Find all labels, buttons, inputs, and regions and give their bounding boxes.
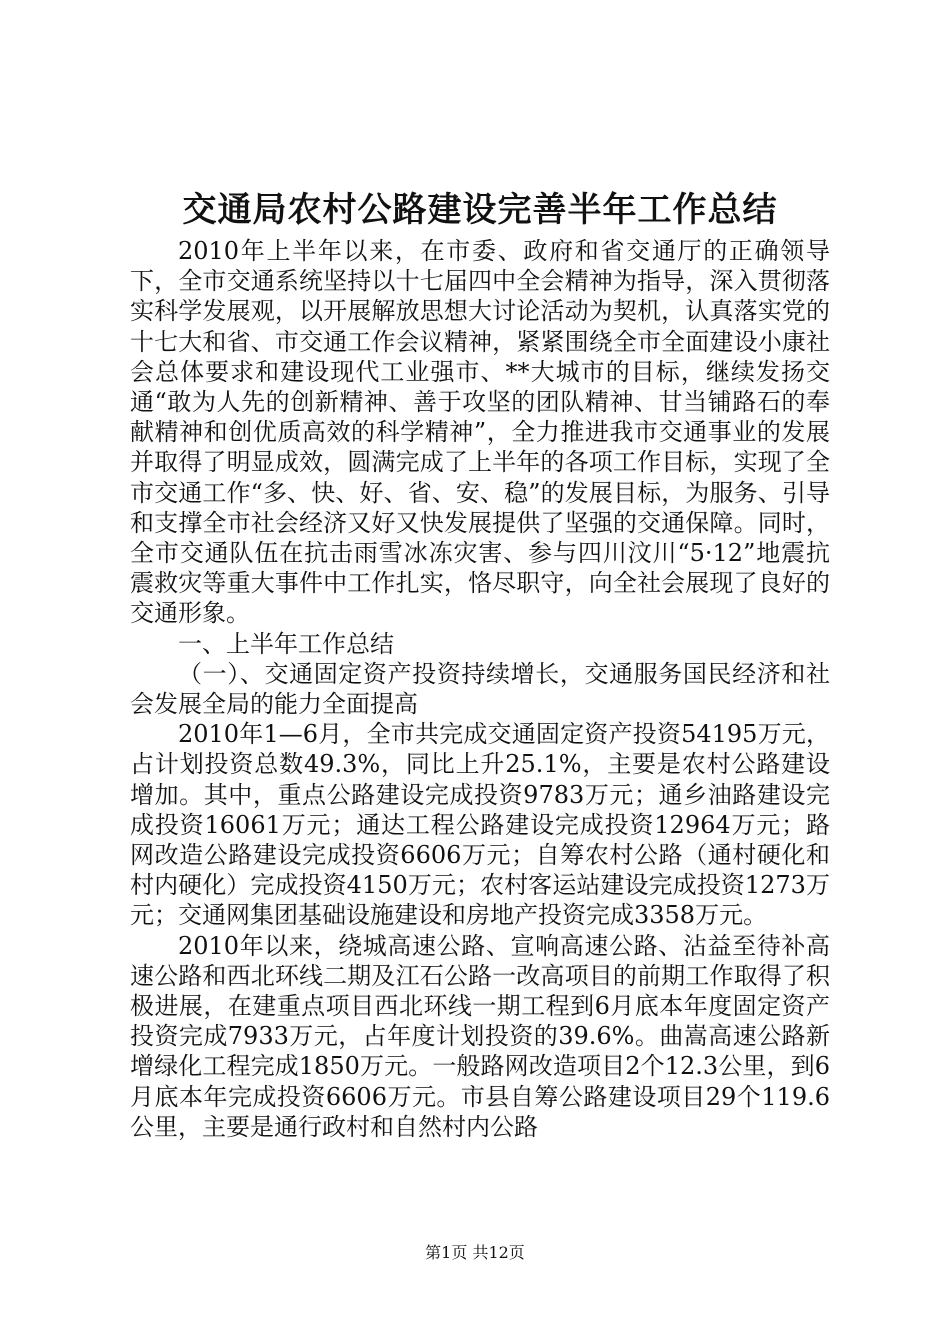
paragraph-projects: 2010年以来，绕城高速公路、宣响高速公路、沾益至待补高速公路和西北环线二期及江石公路一改高项目的前期工作取得了积极进展，在建重点项目西北环线一期工程到6月底本年度固定资产投资完成7933万元，占年度计划投资的39.6%。曲嵩高速公路新增绿化工程完成1850万元。一般路网改造项目2个12.3公里，到6月底本年完成投资6606万元。市县自筹公路建设项目29个119.6公里，主要是通行政村和自然村内公路 <box>130 931 830 1141</box>
document-page <box>130 0 830 1344</box>
page-footer: 第1页 共12页 <box>425 1243 525 1262</box>
subsection-heading: （一）、交通固定资产投资持续增长，交通服务国民经济和社会发展全局的能力全面提高 <box>130 659 830 719</box>
paragraph-investment: 2010年1—6月，全市共完成交通固定资产投资54195万元，占计划投资总数49.3%，同比上升25.1%，主要是农村公路建设增加。其中，重点公路建设完成投资9783万元；通乡油路建设完成投资16061万元；通达工程公路建设完成投资12964万元；路网改造公路建设完成投资6606万元；自筹农村公路（通村硬化和村内硬化）完成投资4150万元；农村客运站建设完成投资1273万元；交通网集团基础设施建设和房地产投资完成3358万元。 <box>130 720 830 930</box>
paragraph-intro: 2010年上半年以来，在市委、政府和省交通厅的正确领导下，全市交通系统坚持以十七届四中全会精神为指导，深入贯彻落实科学发展观，以开展解放思想大讨论活动为契机，认真落实党的十七大和省、市交通工作会议精神，紧紧围绕全市全面建设小康社会总体要求和建设现代工业强市、**大城市的目标，继续发扬交通“敢为人先的创新精神、善于攻坚的团队精神、甘当铺路石的奉献精神和创优质高效的科学精神”，全力推进我市交通事业的发展并取得了明显成效，圆满完成了上半年的各项工作目标，实现了全市交通工作“多、快、好、省、安、稳”的发展目标，为服务、引导和支撑全市社会经济又好又快发展提供了坚强的交通保障。同时，全市交通队伍在抗击雨雪冰冻灾害、参与四川汶川“5·12”地震抗震救灾等重大事件中工作扎实，恪尽职守，向全社会展现了良好的交通形象。 <box>130 237 830 628</box>
document-body <box>130 236 830 1142</box>
section-heading: 一、上半年工作总结 <box>178 629 394 658</box>
document-title: 交通局农村公路建设完善半年工作总结 <box>182 190 778 230</box>
